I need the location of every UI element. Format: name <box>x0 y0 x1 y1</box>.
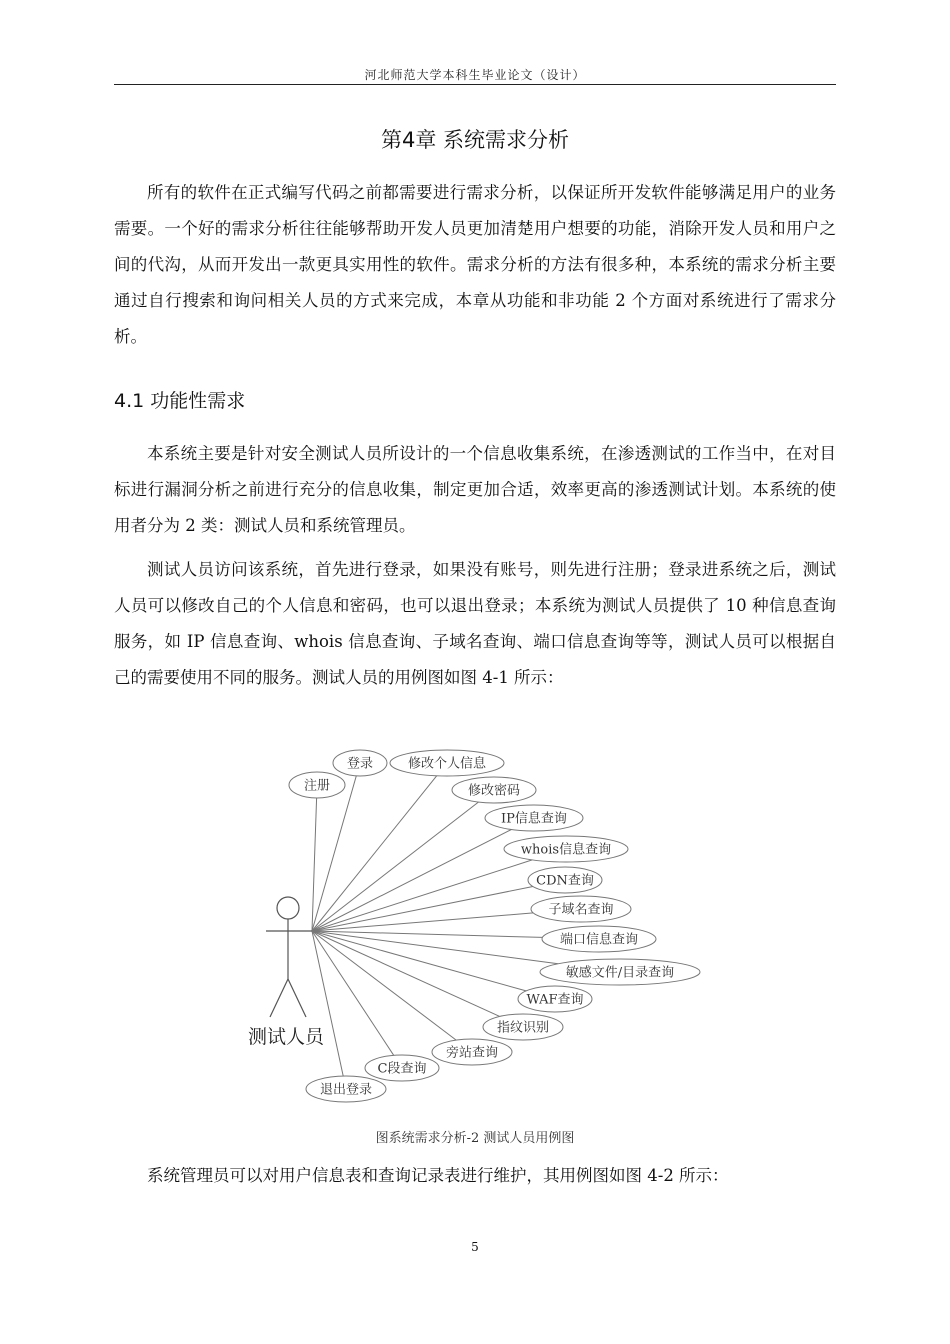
running-header: 河北师范大学本科生毕业论文（设计） <box>364 68 586 82</box>
use-case-label: 修改密码 <box>467 783 521 799</box>
association-line <box>312 830 511 932</box>
use-case-label: 指纹识别 <box>496 1020 550 1036</box>
use-case-label: whois信息查询 <box>520 842 612 858</box>
use-case-label: C段查询 <box>377 1061 427 1077</box>
use-case-label: 端口信息查询 <box>559 932 639 948</box>
use-case-label: 敏感文件/目录查询 <box>565 965 675 981</box>
header-rule <box>114 84 836 85</box>
association-line <box>312 802 478 931</box>
page-number: 5 <box>471 1240 479 1254</box>
use-case <box>483 1014 563 1040</box>
use-case-label: IP信息查询 <box>501 811 567 827</box>
use-case-label: 子域名查询 <box>548 902 614 918</box>
use-case <box>390 750 504 776</box>
use-case-label: 旁站查询 <box>445 1045 499 1061</box>
use-case-label: CDN查询 <box>536 873 594 889</box>
use-case <box>452 777 536 803</box>
use-case-label: WAF查询 <box>526 992 584 1008</box>
use-case-diagram <box>240 745 720 1110</box>
use-case <box>365 1055 439 1081</box>
chapter-title: 第4章 系统需求分析 <box>380 128 570 152</box>
use-case <box>432 1039 512 1065</box>
use-case <box>528 867 602 893</box>
use-case <box>531 896 631 922</box>
use-case <box>540 959 700 985</box>
use-case <box>504 836 628 862</box>
use-case <box>306 1076 386 1102</box>
association-line <box>312 776 437 931</box>
use-case-label: 退出登录 <box>319 1082 373 1098</box>
use-case <box>485 805 583 831</box>
use-case-label: 注册 <box>303 778 331 794</box>
association-line <box>312 776 356 931</box>
actor-label: 测试人员 <box>248 1026 325 1048</box>
association-line <box>312 798 317 931</box>
use-case <box>289 772 345 798</box>
intro-paragraph: 所有的软件在正式编写代码之前都需要进行需求分析，以保证所开发软件能够满足用户的业务需要。一个好的需求分析往往能够帮助开发人员更加清楚用户想要的功能，消除开发人员和用户之间的代沟，从而开发出一款更具实用性的软件。需求分析的方法有很多种，本系统的需求分析主要通过自行搜索和询问相关人员的方式来完成，本章从功能和非功能 2 个方面对系统进行了需求分析。 <box>114 183 836 346</box>
body-paragraph-1: 本系统主要是针对安全测试人员所设计的一个信息收集系统，在渗透测试的工作当中，在对目标进行漏洞分析之前进行充分的信息收集，制定更加合适，效率更高的渗透测试计划。本系统的使用者分为 2 类：测试人员和系统管理员。 <box>114 444 836 535</box>
association-line <box>312 887 533 932</box>
body-paragraph-3: 系统管理员可以对用户信息表和查询记录表进行维护，其用例图如图 4-2 所示： <box>147 1166 729 1185</box>
actor-figure <box>266 897 312 1017</box>
use-case <box>542 926 656 952</box>
association-line <box>312 931 542 937</box>
use-case <box>518 986 592 1012</box>
figure-caption: 图系统需求分析-2 测试人员用例图 <box>375 1131 575 1146</box>
association-line <box>312 931 343 1076</box>
association-line <box>312 913 533 931</box>
association-line <box>312 860 532 931</box>
section-title: 4.1 功能性需求 <box>114 390 246 412</box>
use-case-label: 修改个人信息 <box>407 756 487 772</box>
body-paragraph-2: 测试人员访问该系统，首先进行登录，如果没有账号，则先进行注册；登录进系统之后，测试人员可以修改自己的个人信息和密码，也可以退出登录；本系统为测试人员提供了 10 种信息查询服务，如 IP 信息查询、whois 信息查询、子域名查询、端口信息查询等等，测试人员可以根据自己的需要使用不同的服务。测试人员的用例图如图 4-1 所示： <box>114 560 836 687</box>
association-line <box>312 931 526 991</box>
use-case <box>333 750 387 776</box>
use-case-label: 登录 <box>346 756 374 772</box>
